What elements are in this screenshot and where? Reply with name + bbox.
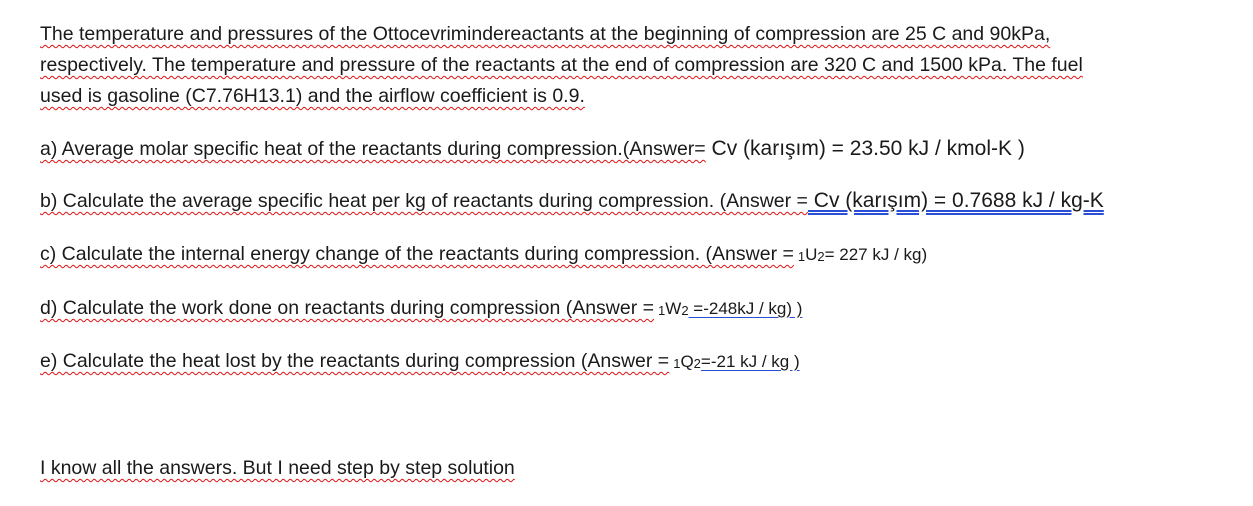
question-c-prompt: c) Calculate the internal energy change of the reactants during compression. (Answer = bbox=[40, 243, 794, 265]
question-d bbox=[40, 296, 802, 323]
problem-line-1 bbox=[40, 22, 1050, 46]
question-c bbox=[40, 242, 927, 269]
question-b-answer: Cv (karışım) = 0.7688 kJ / kg-K bbox=[807, 189, 1104, 212]
closing-text: I know all the answers. But I need step by step solution bbox=[40, 457, 515, 479]
question-a-answer: Cv (karışım) = 23.50 kJ / kmol-K ) bbox=[705, 137, 1025, 160]
question-e bbox=[40, 349, 800, 376]
question-a bbox=[40, 137, 1025, 161]
problem-text-1: The temperature and pressures of the Ottocevrimindereactants at the beginning of compression are 25 C and 90kPa, bbox=[40, 23, 1051, 45]
question-b-prompt: b) Calculate the average specific heat per kg of reactants during compression. (Answer = bbox=[40, 190, 808, 212]
question-e-answer: 1Q2=-21 kJ / kg ) bbox=[673, 352, 800, 371]
question-b bbox=[40, 189, 1104, 213]
closing-line bbox=[40, 456, 515, 480]
problem-text-3: used is gasoline (C7.76H13.1) and the airflow coefficient is 0.9. bbox=[40, 85, 585, 107]
problem-line-2 bbox=[40, 53, 1083, 77]
question-d-prompt: d) Calculate the work done on reactants during compression (Answer = bbox=[40, 297, 655, 319]
question-e-prompt: e) Calculate the heat lost by the reactants during compression (Answer = bbox=[40, 350, 670, 372]
problem-text-2: respectively. The temperature and pressure of the reactants at the end of compression are 320 C and 1500 kPa. The fuel bbox=[40, 54, 1083, 76]
question-c-answer: 1U2= 227 kJ / kg) bbox=[797, 245, 928, 264]
question-a-prompt: a) Average molar specific heat of the reactants during compression.(Answer= bbox=[40, 138, 706, 160]
problem-line-3 bbox=[40, 84, 585, 108]
question-d-answer: 1W2 =-248kJ / kg) ) bbox=[658, 299, 803, 318]
